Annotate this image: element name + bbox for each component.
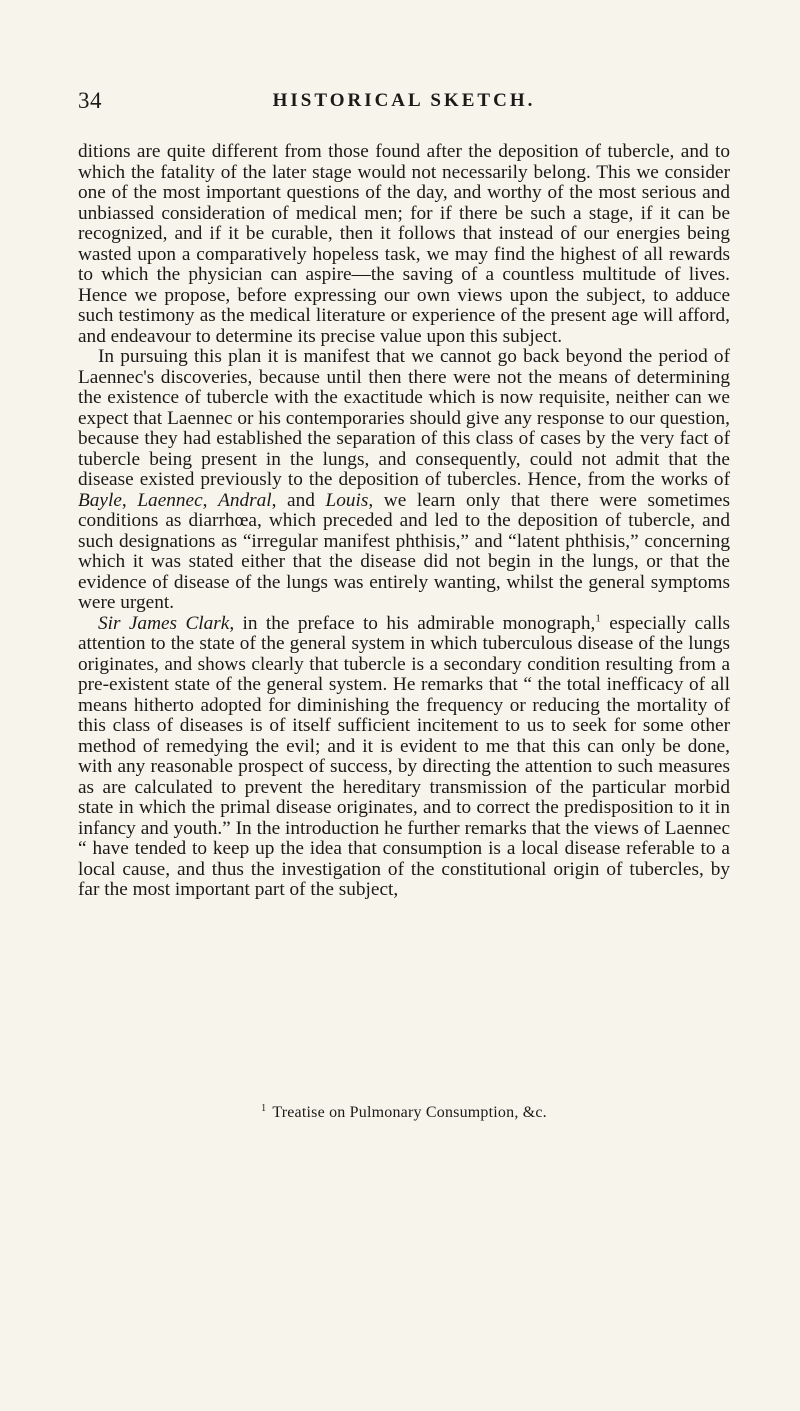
footnote-text: Treatise on Pulmonary Consumption, &c.: [272, 1104, 547, 1121]
author-bayle: Bayle: [78, 489, 122, 511]
author-laennec: Laennec: [137, 489, 203, 511]
footnote-reference: 1: [595, 612, 601, 625]
footnote-number: 1: [261, 1102, 267, 1114]
separator: ,: [202, 489, 219, 511]
paragraph-1-text: ditions are quite different from those found after the deposition of tubercle, and to which the fatality of the later stage would not necessarily belong. This we consider one of the most important questions of the day, and worthy of the most serious and unbiassed consideration of medical men; for if there be such a stage, if it can be recognized, and if it be curable, then it follows that instead of our energies being wasted upon a comparatively hopeless task, we may find the highest of all rewards to which the physician can aspire—the saving of a countless multitude of lives. Hence we propose, before expressing our own views upon the subject, to adduce such testimony as the medical literature or experience of the present age will afford, and endeavour to determine its precise value upon this subject.: [78, 141, 730, 347]
footnote: [78, 1104, 730, 1122]
author-sir-james-clark: Sir James Clark: [98, 612, 230, 634]
author-louis: Louis: [325, 489, 369, 511]
paragraph-2-text-b: , we learn only that there were sometimes conditions as diarrhœa, which preceded and led to the deposition of tubercle, and such designations as “irregular manifest phthisis,” and “latent phthisis,” concerning which it was stated either that the disease did not begin in the lungs, or that the evidence of disease of the lungs was entirely wanting, whilst the general symptoms were urgent.: [78, 489, 730, 613]
running-head: [78, 88, 730, 114]
running-title: HISTORICAL SKETCH.: [272, 90, 536, 111]
separator: , and: [271, 489, 326, 511]
body-text: [78, 142, 730, 901]
paragraph-1: [78, 142, 730, 347]
author-andral: Andral: [218, 489, 272, 511]
paragraph-2-text-a: In pursuing this plan it is manifest that we cannot go back beyond the period of Laennec's discoveries, because until then there were not the means of determining the existence of tubercle with the exactitude which is now requisite, neither can we expect that Laennec or his contemporaries should give any response to our question, because they had established the separation of this class of cases by the very fact of tubercle being present in the lungs, and consequently, could not admit that the disease existed previously to the deposition of tubercles. Hence, from the works of: [78, 346, 730, 490]
separator: ,: [121, 489, 138, 511]
paragraph-2: [78, 347, 730, 614]
paragraph-3: [78, 614, 730, 901]
paragraph-3-text-a: , in the preface to his admirable monograph,: [229, 612, 596, 634]
paragraph-3-text-b: especially calls attention to the state of the general system in which tuberculous disease of the lungs originates, and shows clearly that tubercle is a secondary condition resulting from a pre-existent state of the general system. He remarks that “ the total inefficacy of all means hitherto adopted for diminishing the frequency or reducing the mortality of this class of diseases is of itself sufficient incitement to us to seek for some other method of remedying the evil; and it is evident to me that this can only be done, with any reasonable prospect of success, by directing the attention to such measures as are calculated to prevent the hereditary transmission of the particular morbid state in which the primal disease originates, and to correct the predisposition to it in infancy and youth.” In the introduction he further remarks that the views of Laennec “ have tended to keep up the idea that consumption is a local disease referable to a local cause, and thus the investigation of the constitutional origin of tubercles, by far the most important part of the subject,: [78, 612, 731, 900]
page-number: 34: [78, 88, 102, 113]
